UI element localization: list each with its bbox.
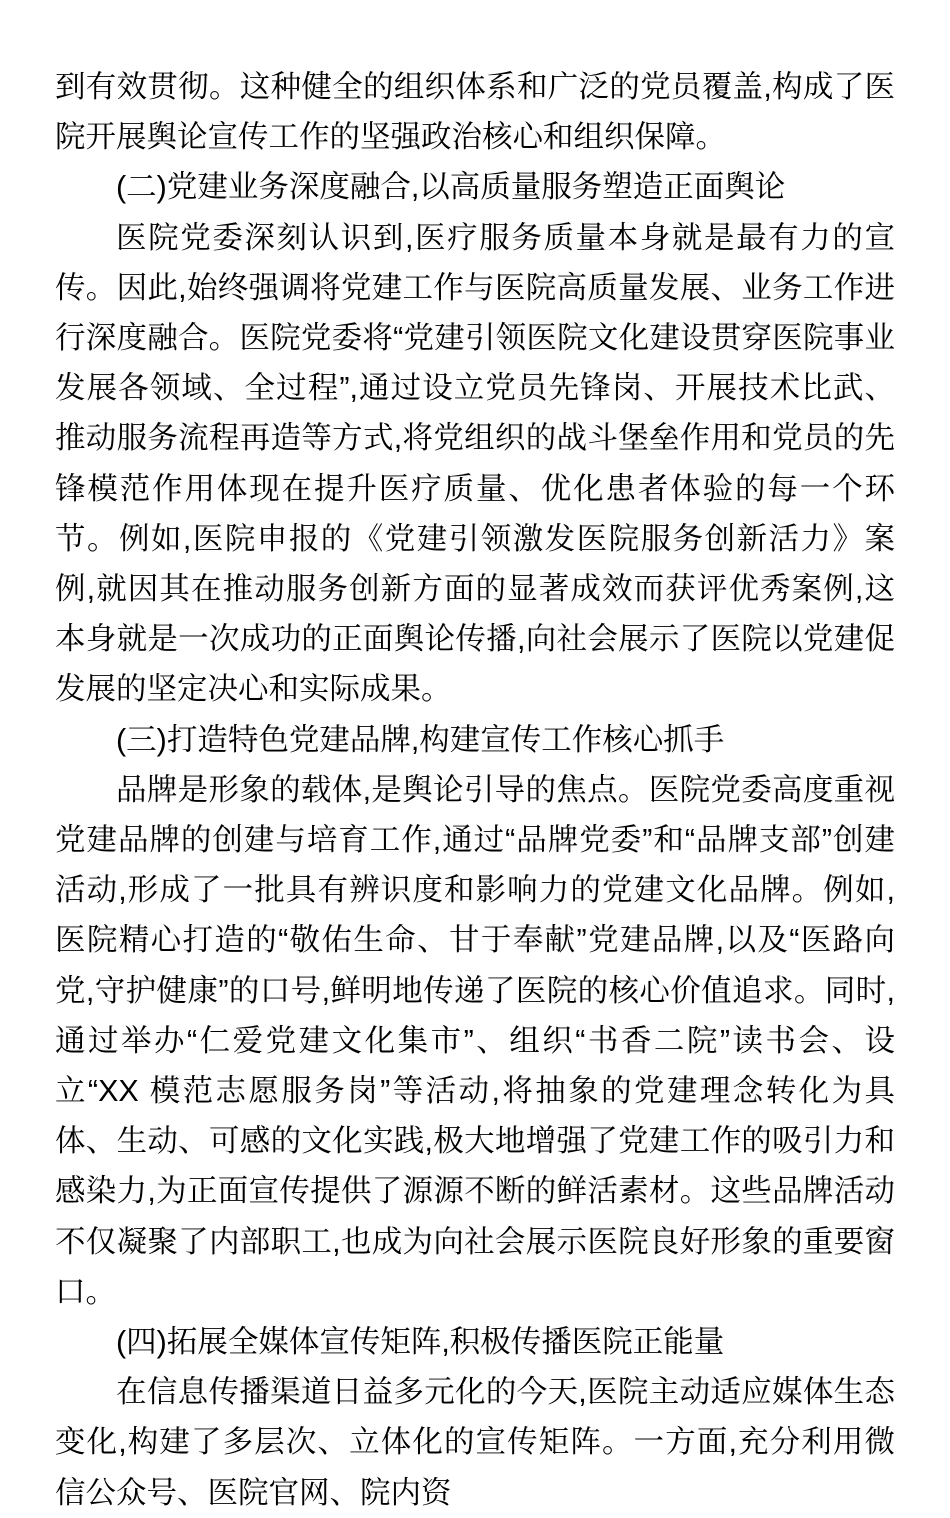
section-heading-three: (三)打造特色党建品牌,构建宣传工作核心抓手 — [116, 722, 725, 757]
paragraph-section-four-body: 在信息传播渠道日益多元化的今天,医院主动适应媒体生态变化,构建了多层次、立体化的宣传矩阵。一方面,充分利用微信公众号、医院官网、院内资 — [55, 1375, 895, 1510]
section-heading-four: (四)拓展全媒体宣传矩阵,积极传播医院正能量 — [116, 1325, 725, 1360]
section-heading-two: (二)党建业务深度融合,以高质量服务塑造正面舆论 — [116, 170, 786, 205]
paragraph-section-two-body: 医院党委深刻认识到,医疗服务质量本身就是最有力的宣传。因此,始终强调将党建工作与医院高质量发展、业务工作进行深度融合。医院党委将“党建引领医院文化建设贯穿医院事业发展各领域、全过程”,通过设立党员先锋岗、开展技术比武、推动服务流程再造等方式,将党组织的战斗堡垒作用和党员的先锋模范作用体现在提升医疗质量、优化患者体验的每一个环节。例如,医院申报的《党建引领激发医院服务创新活力》案例,就因其在推动服务创新方面的显著成效而获评优秀案例,这本身就是一次成功的正面舆论传播,向社会展示了医院以党建促发展的坚定决心和实际成果。 — [55, 220, 895, 707]
paragraph-continued-from-previous-page: 到有效贯彻。这种健全的组织体系和广泛的党员覆盖,构成了医院开展舆论宣传工作的坚强政治核心和组织保障。 — [55, 70, 895, 155]
document-text-body — [55, 62, 895, 1518]
paragraph-section-three-body: 品牌是形象的载体,是舆论引导的焦点。医院党委高度重视党建品牌的创建与培育工作,通过“品牌党委”和“品牌支部”创建活动,形成了一批具有辨识度和影响力的党建文化品牌。例如,医院精心打造的“敬佑生命、甘于奉献”党建品牌,以及“医路向党,守护健康”的口号,鲜明地传递了医院的核心价值追求。同时,通过举办“仁爱党建文化集市”、组织“书香二院”读书会、设立“XX 模范志愿服务岗”等活动,将抽象的党建理念转化为具体、生动、可感的文化实践,极大地增强了党建工作的吸引力和感染力,为正面宣传提供了源源不断的鲜活素材。这些品牌活动不仅凝聚了内部职工,也成为向社会展示医院良好形象的重要窗口。 — [55, 772, 895, 1309]
